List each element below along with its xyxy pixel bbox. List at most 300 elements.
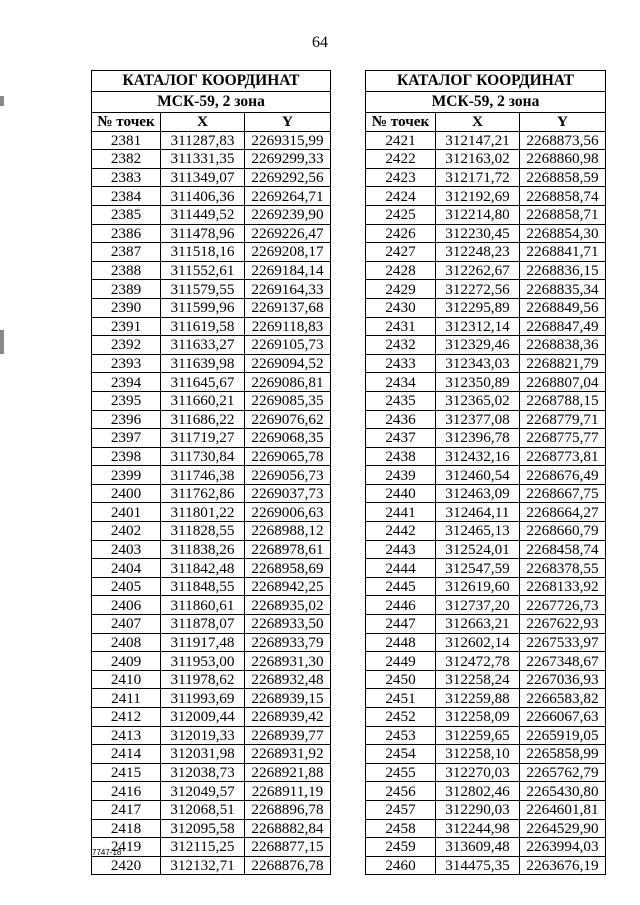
x-coordinate-cell: 312132,71 (161, 856, 245, 875)
x-coordinate-cell: 312270,03 (436, 763, 520, 782)
x-coordinate-cell: 312290,03 (436, 800, 520, 819)
point-number-cell: 2402 (92, 522, 161, 541)
point-number-cell: 2400 (92, 484, 161, 503)
y-coordinate-cell: 2264601,81 (520, 800, 606, 819)
table-row (366, 373, 606, 392)
point-number-cell: 2441 (366, 503, 436, 522)
x-coordinate-cell: 312329,46 (436, 336, 520, 355)
point-number-cell: 2410 (92, 670, 161, 689)
y-coordinate-cell: 2265430,80 (520, 782, 606, 801)
point-number-cell: 2412 (92, 708, 161, 727)
y-coordinate-cell: 2268836,15 (520, 261, 606, 280)
y-coordinate-cell: 2267726,73 (520, 596, 606, 615)
point-number-cell: 2436 (366, 410, 436, 429)
table-row (366, 261, 606, 280)
table-row (92, 522, 331, 541)
table-row (366, 280, 606, 299)
point-number-cell: 2398 (92, 447, 161, 466)
point-number-cell: 2425 (366, 205, 436, 224)
table-row (92, 484, 331, 503)
y-coordinate-cell: 2269208,17 (245, 243, 331, 262)
point-number-cell: 2393 (92, 354, 161, 373)
point-number-cell: 2383 (92, 168, 161, 187)
column-header-y: Y (520, 113, 606, 132)
point-number-cell: 2455 (366, 763, 436, 782)
y-coordinate-cell: 2268676,49 (520, 466, 606, 485)
point-number-cell: 2439 (366, 466, 436, 485)
y-coordinate-cell: 2267533,97 (520, 633, 606, 652)
catalog-zone: МСК-59, 2 зона (366, 92, 606, 113)
table-row (92, 317, 331, 336)
y-coordinate-cell: 2269065,78 (245, 447, 331, 466)
y-coordinate-cell: 2268860,98 (520, 150, 606, 169)
table-row (92, 838, 331, 857)
point-number-cell: 2387 (92, 243, 161, 262)
y-coordinate-cell: 2269086,81 (245, 373, 331, 392)
point-number-cell: 2440 (366, 484, 436, 503)
table-row (366, 689, 606, 708)
y-coordinate-cell: 2268838,36 (520, 336, 606, 355)
y-coordinate-cell: 2266583,82 (520, 689, 606, 708)
x-coordinate-cell: 311978,62 (161, 670, 245, 689)
x-coordinate-cell: 311993,69 (161, 689, 245, 708)
y-coordinate-cell: 2269056,73 (245, 466, 331, 485)
x-coordinate-cell: 311719,27 (161, 429, 245, 448)
table-row (92, 280, 331, 299)
x-coordinate-cell: 311848,55 (161, 577, 245, 596)
x-coordinate-cell: 312049,57 (161, 782, 245, 801)
y-coordinate-cell: 2268458,74 (520, 540, 606, 559)
point-number-cell: 2419 (92, 838, 161, 857)
y-coordinate-cell: 2269118,83 (245, 317, 331, 336)
table-row (366, 800, 606, 819)
table-row (366, 819, 606, 838)
y-coordinate-cell: 2269164,33 (245, 280, 331, 299)
x-coordinate-cell: 312432,16 (436, 447, 520, 466)
table-row (92, 633, 331, 652)
x-coordinate-cell: 312258,09 (436, 708, 520, 727)
column-header-y: Y (245, 113, 331, 132)
y-coordinate-cell: 2268835,34 (520, 280, 606, 299)
table-row (92, 782, 331, 801)
table-row (92, 670, 331, 689)
point-number-cell: 2401 (92, 503, 161, 522)
y-coordinate-cell: 2265858,99 (520, 745, 606, 764)
point-number-cell: 2408 (92, 633, 161, 652)
y-coordinate-cell: 2268958,69 (245, 559, 331, 578)
point-number-cell: 2438 (366, 447, 436, 466)
table-row (92, 261, 331, 280)
x-coordinate-cell: 312524,01 (436, 540, 520, 559)
point-number-cell: 2399 (92, 466, 161, 485)
table-row (92, 131, 331, 150)
table-row (366, 336, 606, 355)
x-coordinate-cell: 311801,22 (161, 503, 245, 522)
point-number-cell: 2444 (366, 559, 436, 578)
table-row (366, 763, 606, 782)
point-number-cell: 2435 (366, 391, 436, 410)
x-coordinate-cell: 312547,59 (436, 559, 520, 578)
y-coordinate-cell: 2268911,19 (245, 782, 331, 801)
x-coordinate-cell: 312396,78 (436, 429, 520, 448)
table-row (92, 168, 331, 187)
x-coordinate-cell: 312272,56 (436, 280, 520, 299)
x-coordinate-cell: 311518,16 (161, 243, 245, 262)
point-number-cell: 2446 (366, 596, 436, 615)
point-number-cell: 2452 (366, 708, 436, 727)
y-coordinate-cell: 2268876,78 (245, 856, 331, 875)
y-coordinate-cell: 2268858,74 (520, 187, 606, 206)
point-number-cell: 2420 (92, 856, 161, 875)
point-number-cell: 2391 (92, 317, 161, 336)
y-coordinate-cell: 2269184,14 (245, 261, 331, 280)
table-row (92, 187, 331, 206)
point-number-cell: 2413 (92, 726, 161, 745)
point-number-cell: 2390 (92, 298, 161, 317)
y-coordinate-cell: 2268667,75 (520, 484, 606, 503)
x-coordinate-cell: 312619,60 (436, 577, 520, 596)
table-row (92, 466, 331, 485)
point-number-cell: 2397 (92, 429, 161, 448)
point-number-cell: 2414 (92, 745, 161, 764)
y-coordinate-cell: 2269068,35 (245, 429, 331, 448)
x-coordinate-cell: 312038,73 (161, 763, 245, 782)
x-coordinate-cell: 311953,00 (161, 652, 245, 671)
table-row (366, 559, 606, 578)
x-coordinate-cell: 311287,83 (161, 131, 245, 150)
catalog-title: КАТАЛОГ КООРДИНАТ (366, 71, 606, 92)
table-row (366, 410, 606, 429)
table-row (366, 596, 606, 615)
y-coordinate-cell: 2268664,27 (520, 503, 606, 522)
point-number-cell: 2421 (366, 131, 436, 150)
point-number-cell: 2384 (92, 187, 161, 206)
x-coordinate-cell: 311762,86 (161, 484, 245, 503)
table-row (92, 559, 331, 578)
table-row (92, 745, 331, 764)
point-number-cell: 2396 (92, 410, 161, 429)
x-coordinate-cell: 311449,52 (161, 205, 245, 224)
point-number-cell: 2418 (92, 819, 161, 838)
x-coordinate-cell: 312295,89 (436, 298, 520, 317)
x-coordinate-cell: 312350,89 (436, 373, 520, 392)
column-header-x: X (436, 113, 520, 132)
x-coordinate-cell: 311579,55 (161, 280, 245, 299)
x-coordinate-cell: 311828,55 (161, 522, 245, 541)
table-row (366, 633, 606, 652)
y-coordinate-cell: 2268873,56 (520, 131, 606, 150)
y-coordinate-cell: 2265919,05 (520, 726, 606, 745)
x-coordinate-cell: 312244,98 (436, 819, 520, 838)
point-number-cell: 2445 (366, 577, 436, 596)
table-row (366, 243, 606, 262)
point-number-cell: 2426 (366, 224, 436, 243)
y-coordinate-cell: 2269037,73 (245, 484, 331, 503)
table-row (92, 224, 331, 243)
point-number-cell: 2404 (92, 559, 161, 578)
table-row (366, 708, 606, 727)
catalog-title: КАТАЛОГ КООРДИНАТ (92, 71, 331, 92)
point-number-cell: 2443 (366, 540, 436, 559)
point-number-cell: 2450 (366, 670, 436, 689)
x-coordinate-cell: 312737,20 (436, 596, 520, 615)
table-row (366, 652, 606, 671)
y-coordinate-cell: 2268378,55 (520, 559, 606, 578)
y-coordinate-cell: 2269105,73 (245, 336, 331, 355)
table-row (366, 317, 606, 336)
x-coordinate-cell: 312663,21 (436, 615, 520, 634)
point-number-cell: 2433 (366, 354, 436, 373)
x-coordinate-cell: 311599,96 (161, 298, 245, 317)
y-coordinate-cell: 2268939,77 (245, 726, 331, 745)
table-row (92, 615, 331, 634)
x-coordinate-cell: 312230,45 (436, 224, 520, 243)
x-coordinate-cell: 311730,84 (161, 447, 245, 466)
point-number-cell: 2448 (366, 633, 436, 652)
page-number: 64 (312, 34, 328, 51)
y-coordinate-cell: 2263994,03 (520, 838, 606, 857)
table-row (92, 763, 331, 782)
table-row (92, 298, 331, 317)
point-number-cell: 2457 (366, 800, 436, 819)
x-coordinate-cell: 312248,23 (436, 243, 520, 262)
table-row (366, 298, 606, 317)
point-number-cell: 2386 (92, 224, 161, 243)
y-coordinate-cell: 2268939,42 (245, 708, 331, 727)
point-number-cell: 2460 (366, 856, 436, 875)
x-coordinate-cell: 312163,02 (436, 150, 520, 169)
y-coordinate-cell: 2268821,79 (520, 354, 606, 373)
y-coordinate-cell: 2263676,19 (520, 856, 606, 875)
table-row (366, 503, 606, 522)
point-number-cell: 2442 (366, 522, 436, 541)
point-number-cell: 2403 (92, 540, 161, 559)
table-row (366, 615, 606, 634)
y-coordinate-cell: 2268931,30 (245, 652, 331, 671)
y-coordinate-cell: 2269137,68 (245, 298, 331, 317)
y-coordinate-cell: 2269264,71 (245, 187, 331, 206)
y-coordinate-cell: 2269006,63 (245, 503, 331, 522)
y-coordinate-cell: 2269239,90 (245, 205, 331, 224)
x-coordinate-cell: 311639,98 (161, 354, 245, 373)
x-coordinate-cell: 312365,02 (436, 391, 520, 410)
y-coordinate-cell: 2269315,99 (245, 131, 331, 150)
x-coordinate-cell: 311478,96 (161, 224, 245, 243)
point-number-cell: 2449 (366, 652, 436, 671)
y-coordinate-cell: 2268988,12 (245, 522, 331, 541)
point-number-cell: 2447 (366, 615, 436, 634)
x-coordinate-cell: 312259,88 (436, 689, 520, 708)
y-coordinate-cell: 2268877,15 (245, 838, 331, 857)
y-coordinate-cell: 2268933,50 (245, 615, 331, 634)
y-coordinate-cell: 2268858,59 (520, 168, 606, 187)
y-coordinate-cell: 2268931,92 (245, 745, 331, 764)
x-coordinate-cell: 311552,61 (161, 261, 245, 280)
table-row (366, 540, 606, 559)
table-row (366, 522, 606, 541)
point-number-cell: 2416 (92, 782, 161, 801)
y-coordinate-cell: 2268854,30 (520, 224, 606, 243)
point-number-cell: 2429 (366, 280, 436, 299)
y-coordinate-cell: 2268858,71 (520, 205, 606, 224)
point-number-cell: 2451 (366, 689, 436, 708)
table-row (366, 484, 606, 503)
column-header-point: № точек (92, 113, 161, 132)
table-row (92, 373, 331, 392)
x-coordinate-cell: 312262,67 (436, 261, 520, 280)
table-row (92, 391, 331, 410)
y-coordinate-cell: 2269094,52 (245, 354, 331, 373)
point-number-cell: 2458 (366, 819, 436, 838)
y-coordinate-cell: 2268807,04 (520, 373, 606, 392)
point-number-cell: 2453 (366, 726, 436, 745)
y-coordinate-cell: 2268935,02 (245, 596, 331, 615)
y-coordinate-cell: 2266067,63 (520, 708, 606, 727)
y-coordinate-cell: 2265762,79 (520, 763, 606, 782)
table-row (366, 838, 606, 857)
y-coordinate-cell: 2268939,15 (245, 689, 331, 708)
table-row (92, 726, 331, 745)
point-number-cell: 2381 (92, 131, 161, 150)
x-coordinate-cell: 312019,33 (161, 726, 245, 745)
x-coordinate-cell: 312463,09 (436, 484, 520, 503)
point-number-cell: 2437 (366, 429, 436, 448)
y-coordinate-cell: 2268942,25 (245, 577, 331, 596)
table-row (92, 447, 331, 466)
x-coordinate-cell: 311660,21 (161, 391, 245, 410)
table-row (366, 150, 606, 169)
coordinate-catalog-left (91, 70, 331, 875)
table-row (92, 336, 331, 355)
point-number-cell: 2417 (92, 800, 161, 819)
table-row (366, 168, 606, 187)
table-row (92, 354, 331, 373)
point-number-cell: 2430 (366, 298, 436, 317)
point-number-cell: 2382 (92, 150, 161, 169)
table-row (92, 410, 331, 429)
x-coordinate-cell: 311633,27 (161, 336, 245, 355)
table-row (92, 577, 331, 596)
x-coordinate-cell: 312377,08 (436, 410, 520, 429)
x-coordinate-cell: 312147,21 (436, 131, 520, 150)
y-coordinate-cell: 2269226,47 (245, 224, 331, 243)
column-header-point: № точек (366, 113, 436, 132)
point-number-cell: 2422 (366, 150, 436, 169)
x-coordinate-cell: 313609,48 (436, 838, 520, 857)
point-number-cell: 2432 (366, 336, 436, 355)
x-coordinate-cell: 312214,80 (436, 205, 520, 224)
point-number-cell: 2415 (92, 763, 161, 782)
x-coordinate-cell: 312602,14 (436, 633, 520, 652)
y-coordinate-cell: 2268849,56 (520, 298, 606, 317)
y-coordinate-cell: 2267622,93 (520, 615, 606, 634)
scan-artifact (0, 96, 4, 106)
x-coordinate-cell: 312465,13 (436, 522, 520, 541)
table-row (92, 800, 331, 819)
point-number-cell: 2459 (366, 838, 436, 857)
point-number-cell: 2456 (366, 782, 436, 801)
coordinate-catalog-right (365, 70, 606, 875)
point-number-cell: 2423 (366, 168, 436, 187)
y-coordinate-cell: 2269076,62 (245, 410, 331, 429)
y-coordinate-cell: 2267348,67 (520, 652, 606, 671)
x-coordinate-cell: 311406,36 (161, 187, 245, 206)
catalog-zone: МСК-59, 2 зона (92, 92, 331, 113)
point-number-cell: 2454 (366, 745, 436, 764)
table-row (366, 354, 606, 373)
point-number-cell: 2431 (366, 317, 436, 336)
point-number-cell: 2392 (92, 336, 161, 355)
table-row (92, 150, 331, 169)
y-coordinate-cell: 2268779,71 (520, 410, 606, 429)
table-row (92, 819, 331, 838)
x-coordinate-cell: 311838,26 (161, 540, 245, 559)
point-number-cell: 2424 (366, 187, 436, 206)
table-row (366, 187, 606, 206)
y-coordinate-cell: 2268896,78 (245, 800, 331, 819)
column-header-x: X (161, 113, 245, 132)
y-coordinate-cell: 2267036,93 (520, 670, 606, 689)
table-row (366, 391, 606, 410)
y-coordinate-cell: 2268847,49 (520, 317, 606, 336)
table-row (92, 540, 331, 559)
x-coordinate-cell: 312343,03 (436, 354, 520, 373)
x-coordinate-cell: 311746,38 (161, 466, 245, 485)
table-row (92, 243, 331, 262)
x-coordinate-cell: 312095,58 (161, 819, 245, 838)
x-coordinate-cell: 311619,58 (161, 317, 245, 336)
point-number-cell: 2409 (92, 652, 161, 671)
point-number-cell: 2394 (92, 373, 161, 392)
x-coordinate-cell: 311860,61 (161, 596, 245, 615)
point-number-cell: 2395 (92, 391, 161, 410)
y-coordinate-cell: 2268882,84 (245, 819, 331, 838)
y-coordinate-cell: 2268773,81 (520, 447, 606, 466)
x-coordinate-cell: 312009,44 (161, 708, 245, 727)
x-coordinate-cell: 312258,10 (436, 745, 520, 764)
table-row (92, 689, 331, 708)
y-coordinate-cell: 2268978,61 (245, 540, 331, 559)
x-coordinate-cell: 312115,25 (161, 838, 245, 857)
point-number-cell: 2405 (92, 577, 161, 596)
x-coordinate-cell: 311842,48 (161, 559, 245, 578)
x-coordinate-cell: 311645,67 (161, 373, 245, 392)
point-number-cell: 2434 (366, 373, 436, 392)
point-number-cell: 2406 (92, 596, 161, 615)
y-coordinate-cell: 2268660,79 (520, 522, 606, 541)
table-row (92, 708, 331, 727)
point-number-cell: 2385 (92, 205, 161, 224)
x-coordinate-cell: 311878,07 (161, 615, 245, 634)
table-row (366, 205, 606, 224)
x-coordinate-cell: 312472,78 (436, 652, 520, 671)
y-coordinate-cell: 2269299,33 (245, 150, 331, 169)
catalog-body (92, 131, 331, 875)
x-coordinate-cell: 311917,48 (161, 633, 245, 652)
point-number-cell: 2388 (92, 261, 161, 280)
x-coordinate-cell: 312192,69 (436, 187, 520, 206)
table-row (366, 447, 606, 466)
x-coordinate-cell: 314475,35 (436, 856, 520, 875)
table-row (366, 670, 606, 689)
y-coordinate-cell: 2268841,71 (520, 243, 606, 262)
table-row (366, 782, 606, 801)
y-coordinate-cell: 2269292,56 (245, 168, 331, 187)
x-coordinate-cell: 311349,07 (161, 168, 245, 187)
x-coordinate-cell: 312312,14 (436, 317, 520, 336)
y-coordinate-cell: 2264529,90 (520, 819, 606, 838)
table-row (366, 726, 606, 745)
